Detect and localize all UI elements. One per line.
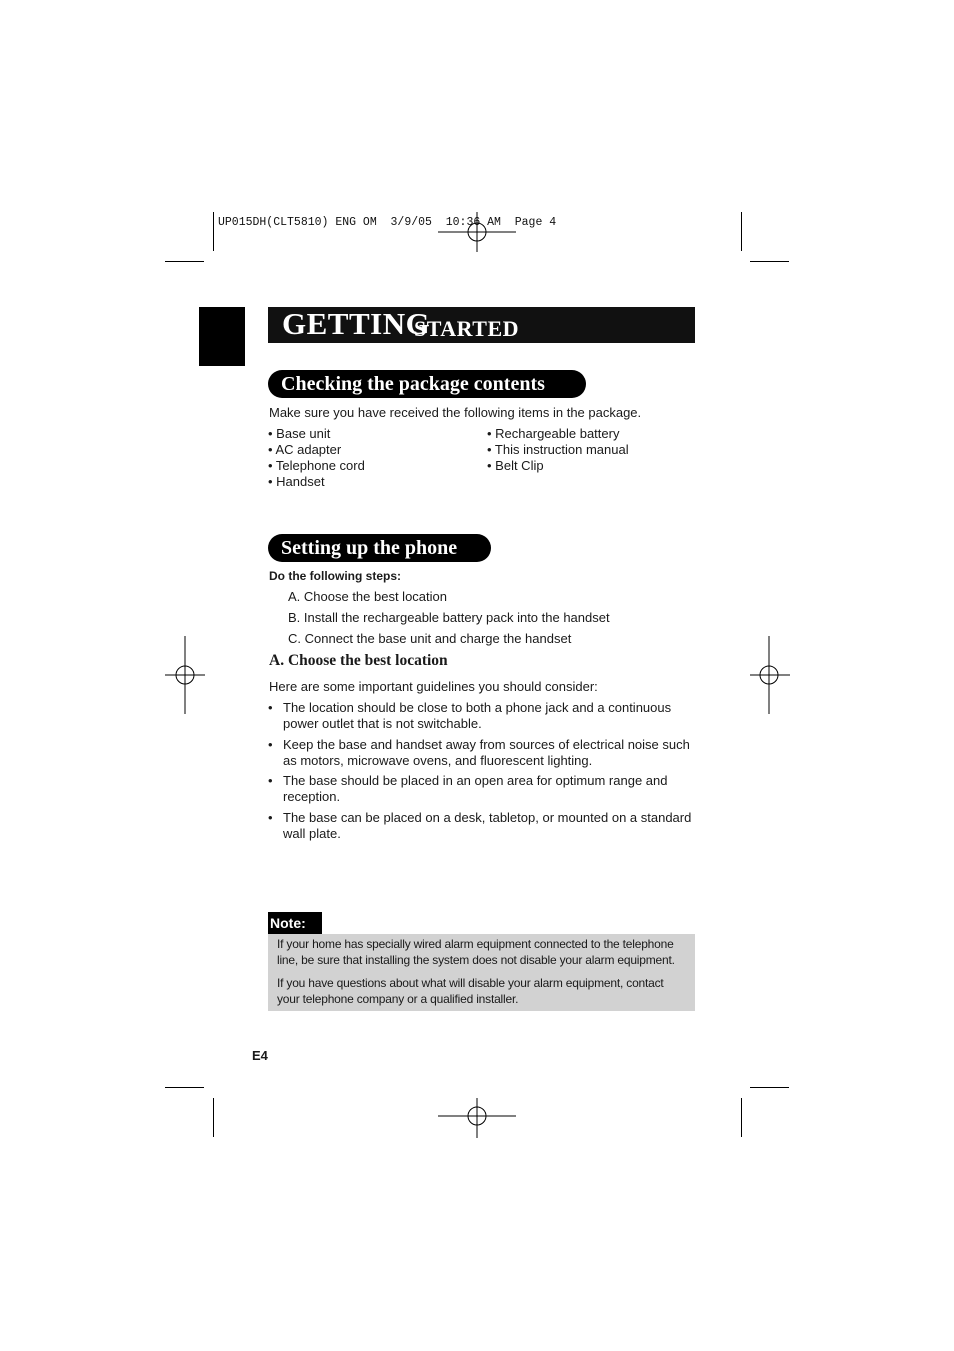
note-paragraph: If your home has specially wired alarm equipment connected to the telephone line, be sure that installing the system does not disable your alarm equipment. [277, 937, 675, 967]
note-paragraph: If you have questions about what will disable your alarm equipment, contact your telephone company or a qualified installer. [277, 976, 664, 1006]
crop-mark [165, 1087, 204, 1088]
crop-mark [750, 1087, 789, 1088]
package-item: • Telephone cord [268, 458, 365, 473]
guideline-text: The location should be close to both a phone jack and a continuous power outlet that is not switchable. [283, 700, 672, 731]
crop-mark [165, 261, 204, 262]
registration-mark-icon [438, 1098, 516, 1138]
package-item: • AC adapter [268, 442, 342, 457]
package-item: • Rechargeable battery [487, 426, 620, 441]
step-item: C. Connect the base unit and charge the handset [288, 631, 572, 646]
bullet: • [268, 700, 273, 715]
page-title-big: GETTING [282, 306, 431, 341]
bullet: • [268, 737, 273, 752]
note-label: Note: [268, 912, 322, 934]
guideline-text: The base should be placed in an open area for optimum range and reception. [283, 773, 668, 804]
page-title-small: STARTED [414, 316, 520, 341]
crop-mark [741, 1098, 742, 1137]
crop-mark [213, 1098, 214, 1137]
steps-label: Do the following steps: [269, 569, 401, 583]
crop-mark [741, 212, 742, 251]
guidelines-intro: Here are some important guidelines you should consider: [269, 679, 598, 694]
step-item: B. Install the rechargeable battery pack into the handset [288, 610, 610, 625]
package-item: • Base unit [268, 426, 331, 441]
bullet: • [268, 773, 273, 788]
registration-mark-icon [438, 212, 516, 252]
page-number: E4 [252, 1048, 268, 1063]
package-item: • Belt Clip [487, 458, 544, 473]
guideline-text: The base can be placed on a desk, tabletop, or mounted on a standard wall plate. [283, 810, 692, 841]
section-tab-block [199, 307, 245, 366]
guideline-text: Keep the base and handset away from sources of electrical noise such as motors, microwave ovens, and fluorescent lighting. [283, 737, 690, 768]
package-intro: Make sure you have received the following items in the package. [269, 405, 642, 420]
page-title [268, 307, 695, 343]
package-section-heading: Checking the package contents [268, 370, 586, 398]
package-item: • This instruction manual [487, 442, 629, 457]
print-slug: UP015DH(CLT5810) ENG OM 3/9/05 10:36 AM Page 4 [218, 216, 557, 229]
bullet: • [268, 810, 273, 825]
note-box [268, 934, 695, 1011]
crop-mark [213, 212, 214, 251]
registration-mark-icon [165, 636, 205, 714]
crop-mark [750, 261, 789, 262]
package-item: • Handset [268, 474, 325, 489]
setup-section-heading: Setting up the phone [268, 534, 491, 562]
registration-mark-icon [750, 636, 790, 714]
location-subheading: A. Choose the best location [269, 652, 448, 669]
step-item: A. Choose the best location [288, 589, 447, 604]
